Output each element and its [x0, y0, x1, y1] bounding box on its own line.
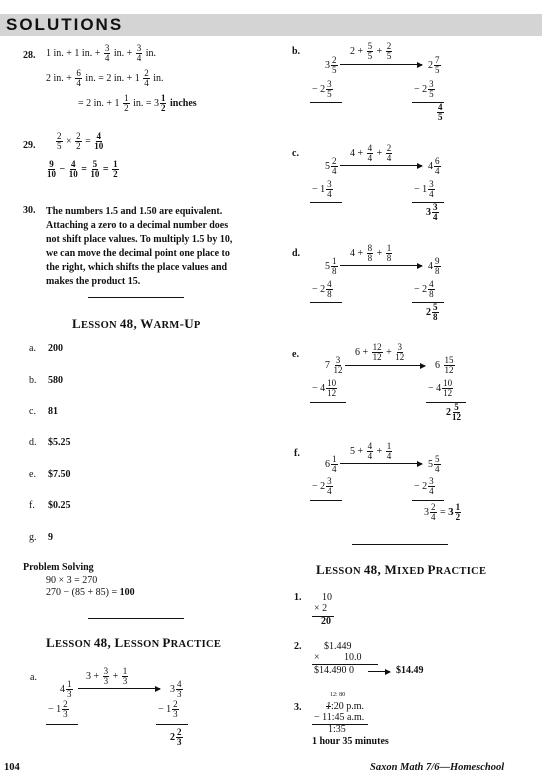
lesson-practice-title: LESSON 48, LESSON PRACTICE [46, 635, 222, 650]
list-item: g. [29, 532, 37, 543]
problem-label: c. [292, 148, 299, 159]
list-item-value: $7.50 [48, 469, 71, 480]
problem-solving-title: Problem Solving [23, 562, 94, 573]
answer: 2 $\frac{2}{3}$ [170, 727, 182, 747]
regrouped-subtrahend: − 2 $\frac{3}{5}$ [414, 79, 434, 99]
regroup-expression: 4 + $\frac{4}{4}$ + $\frac{2}{4}$ [350, 143, 392, 163]
answer: 20 [321, 616, 331, 627]
divider [352, 544, 448, 545]
difference: 1:35 [328, 724, 346, 735]
regroup-expression: 6 + $\frac{12}{12}$ + $\frac{3}{12}$ [355, 342, 405, 362]
regrouped-subtrahend: − 4 $\frac{10}{12}$ [428, 378, 453, 398]
regrouped-minuend: 4 $\frac{6}{4}$ [428, 156, 440, 176]
arrow [368, 671, 390, 672]
underline [46, 724, 78, 725]
list-item: f. [29, 500, 35, 511]
arrow [340, 463, 422, 464]
minuend: 7 $\frac{3}{12}$ [325, 355, 343, 375]
answer: 2 $\frac{5}{12}$ [446, 402, 461, 422]
book-title: Saxon Math 7/6—Homeschool [370, 762, 505, 773]
problem-29-line-1: $\frac{2}{5}$ × $\frac{2}{2}$ = $\frac{4}{10}$ [57, 131, 104, 151]
underline [156, 724, 188, 725]
problem-label: b. [292, 46, 301, 57]
regrouped-minuend: 6 $\frac{15}{12}$ [435, 355, 454, 375]
subtrahend: − 2 $\frac{3}{4}$ [312, 476, 332, 496]
underline [310, 402, 346, 403]
regroup-expression: 4 + $\frac{8}{8}$ + $\frac{1}{8}$ [350, 243, 392, 263]
regrouped-minuend: 5 $\frac{5}{4}$ [428, 454, 440, 474]
problem-label: e. [292, 349, 299, 360]
arrow [78, 688, 160, 689]
problem-29-line-2: $\frac{9}{10}$ − $\frac{4}{10}$ = $\frac{5}{10}$ = $\frac{1}{2}$ [47, 159, 118, 179]
regrouped-subtrahend: − 2 $\frac{3}{4}$ [414, 476, 434, 496]
regroup-note: 12: 80 [330, 692, 346, 698]
divider [88, 618, 184, 619]
list-item-value: 9 [48, 532, 53, 543]
list-item-value: 580 [48, 375, 63, 386]
problem-28-line-3: = 2 in. + 1 $\frac{1}{2}$ in. = 3 $\frac{1}{2}$ inches [78, 93, 197, 113]
section-header-bar [0, 14, 542, 36]
regrouped-subtrahend: − 2 $\frac{4}{8}$ [414, 279, 434, 299]
problem-label: d. [292, 248, 301, 259]
regrouped-minuend: 4 $\frac{9}{8}$ [428, 256, 440, 276]
problem-28-line-2: 2 in. + $\frac{6}{4}$ in. = 2 in. + 1 $\frac{2}{4}$ in. [46, 68, 164, 88]
list-item: e. [29, 469, 36, 480]
problem-number: 30. [23, 205, 36, 216]
end-time: − 11:45 a.m. [314, 712, 365, 723]
problem-label: a. [30, 672, 37, 683]
list-item-value: $5.25 [48, 437, 71, 448]
problem-number: 1. [294, 592, 302, 603]
underline [310, 500, 342, 501]
arrow [340, 165, 422, 166]
answer: 3 $\frac{2}{4}$ = 3 $\frac{1}{2}$ [424, 502, 461, 522]
answer: $\frac{4}{5}$ [438, 102, 443, 122]
product: $14.490 0 [314, 665, 354, 676]
subtrahend: − 2 $\frac{4}{8}$ [312, 279, 332, 299]
multiplier: × 2 [314, 603, 328, 614]
subtrahend: − 1 $\frac{3}{4}$ [312, 179, 332, 199]
multiplicand: 10 [322, 592, 332, 603]
subtrahend: − 1 $\frac{2}{3}$ [48, 699, 68, 719]
minuend: 5 $\frac{1}{8}$ [325, 256, 337, 276]
problem-solving-line-1: 90 × 3 = 270 [46, 575, 98, 586]
problem-solving-line-2: 270 − (85 + 85) = 100 [46, 587, 135, 598]
page-number: 104 [4, 762, 20, 773]
problem-28-line-1: 1 in. + 1 in. + $\frac{3}{4}$ in. + $\frac{3}{4}$ in. [46, 43, 157, 63]
regroup-expression: 5 + $\frac{4}{4}$ + $\frac{1}{4}$ [350, 441, 392, 461]
answer: $14.49 [396, 665, 424, 676]
start-time: 1:20 p.m. [326, 701, 365, 712]
answer: 1 hour 35 minutes [312, 736, 389, 747]
regrouped-subtrahend: − 1 $\frac{2}{3}$ [158, 699, 178, 719]
problem-label: f. [294, 448, 300, 459]
underline [310, 102, 342, 103]
subtrahend: − 2 $\frac{3}{5}$ [312, 79, 332, 99]
list-item-value: 81 [48, 406, 58, 417]
problem-number: 29. [23, 140, 36, 151]
regroup-expression: 2 + $\frac{5}{5}$ + $\frac{2}{5}$ [350, 41, 392, 61]
arrow [340, 64, 422, 65]
underline [412, 500, 444, 501]
problem-30-text: The numbers 1.5 and 1.50 are equivalent. Attaching a zero to a decimal number does not shift place values. To multiply 1.5 by 10, we can move the decimal point one place to the right, which shifts the place values and makes the product 15. [46, 206, 233, 287]
problem-number: 3. [294, 702, 302, 713]
warmup-title: LESSON 48, WARM-UP [72, 316, 201, 331]
underline [310, 202, 342, 203]
arrow [340, 265, 422, 266]
answer: 2 $\frac{5}{8}$ [426, 302, 438, 322]
section-title: SOLUTIONS [6, 15, 124, 34]
multiplicand: $1.449 [324, 641, 352, 652]
list-item: c. [29, 406, 36, 417]
subtrahend: − 4 $\frac{10}{12}$ [312, 378, 337, 398]
minuend: 4 $\frac{1}{3}$ [60, 679, 72, 699]
multiplier: 10.0 [344, 652, 362, 663]
minuend: 5 $\frac{2}{4}$ [325, 156, 337, 176]
answer: 3 $\frac{3}{4}$ [426, 202, 438, 222]
problem-number: 2. [294, 641, 302, 652]
minuend: 6 $\frac{1}{4}$ [325, 454, 337, 474]
minuend: 3 $\frac{2}{5}$ [325, 55, 337, 75]
regrouped-minuend: 2 $\frac{7}{5}$ [428, 55, 440, 75]
divider [88, 297, 184, 298]
regrouped-minuend: 3 $\frac{4}{3}$ [170, 679, 182, 699]
list-item: a. [29, 343, 36, 354]
list-item-value: $0.25 [48, 500, 71, 511]
list-item: d. [29, 437, 37, 448]
times-sign: × [314, 652, 320, 663]
list-item-value: 200 [48, 343, 63, 354]
underline [310, 302, 342, 303]
problem-number: 28. [23, 50, 36, 61]
regrouped-subtrahend: − 1 $\frac{3}{4}$ [414, 179, 434, 199]
mixed-practice-title: LESSON 48, MIXED PRACTICE [316, 562, 487, 577]
list-item: b. [29, 375, 37, 386]
regroup-expression: 3 + $\frac{3}{3}$ + $\frac{1}{3}$ [86, 666, 128, 686]
arrow [345, 365, 425, 366]
